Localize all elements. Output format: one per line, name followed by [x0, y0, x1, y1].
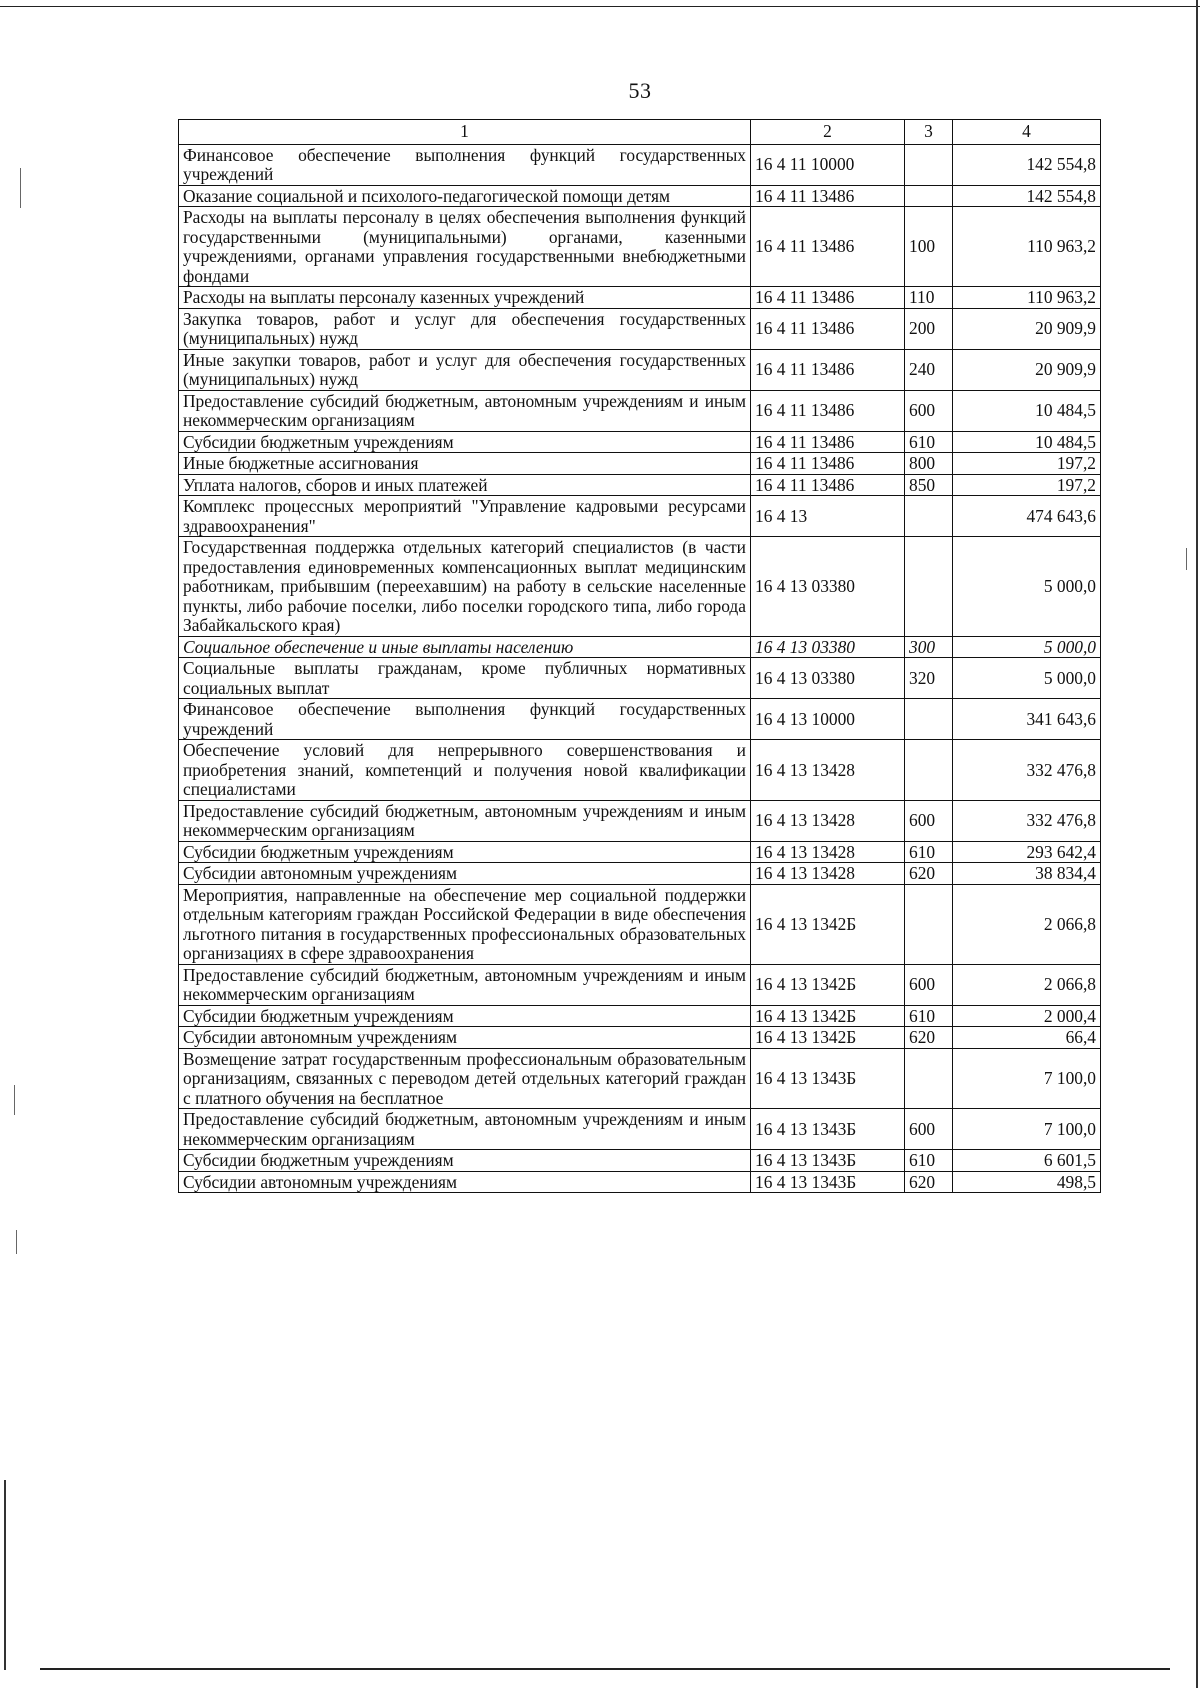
amount-cell: 66,4 [953, 1027, 1101, 1049]
amount-cell: 5 000,0 [953, 636, 1101, 658]
amount-cell: 197,2 [953, 453, 1101, 475]
target-code-cell: 16 4 13 1342Б [751, 884, 905, 964]
scan-edge-top [0, 6, 1200, 7]
expense-name-cell: Возмещение затрат государственным профессиональным образовательным организациям, связанных с переводом детей отдельных категорий граждан с платного обучения на бесплатное [179, 1048, 751, 1109]
table-row [179, 537, 1101, 637]
expense-type-cell: 850 [905, 474, 953, 496]
expense-type-cell [905, 144, 953, 185]
target-code-cell: 16 4 13 [751, 496, 905, 537]
amount-cell: 142 554,8 [953, 185, 1101, 207]
amount-cell: 110 963,2 [953, 287, 1101, 309]
header-row [179, 120, 1101, 145]
expense-type-cell: 600 [905, 390, 953, 431]
table-row [179, 699, 1101, 740]
expense-name-cell: Финансовое обеспечение выполнения функций государственных учреждений [179, 699, 751, 740]
expense-type-cell [905, 884, 953, 964]
target-code-cell: 16 4 11 13486 [751, 390, 905, 431]
amount-cell: 10 484,5 [953, 431, 1101, 453]
target-code-cell: 16 4 13 03380 [751, 636, 905, 658]
table-row [179, 658, 1101, 699]
target-code-cell: 16 4 13 1342Б [751, 964, 905, 1005]
expense-name-cell: Субсидии автономным учреждениям [179, 863, 751, 885]
budget-table-body [179, 120, 1101, 1193]
scan-mark [16, 1230, 17, 1254]
column-header: 2 [751, 120, 905, 145]
target-code-cell: 16 4 13 13428 [751, 740, 905, 801]
table-row [179, 1048, 1101, 1109]
expense-name-cell: Субсидии автономным учреждениям [179, 1027, 751, 1049]
expense-type-cell: 100 [905, 207, 953, 287]
target-code-cell: 16 4 13 1342Б [751, 1027, 905, 1049]
target-code-cell: 16 4 13 03380 [751, 537, 905, 637]
expense-name-cell: Субсидии бюджетным учреждениям [179, 1005, 751, 1027]
expense-name-cell: Иные бюджетные ассигнования [179, 453, 751, 475]
expense-name-cell: Субсидии бюджетным учреждениям [179, 841, 751, 863]
table-row [179, 964, 1101, 1005]
expense-name-cell: Предоставление субсидий бюджетным, автономным учреждениям и иным некоммерческим организациям [179, 964, 751, 1005]
amount-cell: 2 066,8 [953, 964, 1101, 1005]
expense-type-cell: 110 [905, 287, 953, 309]
amount-cell: 7 100,0 [953, 1048, 1101, 1109]
expense-name-cell: Субсидии автономным учреждениям [179, 1171, 751, 1193]
target-code-cell: 16 4 13 1343Б [751, 1150, 905, 1172]
amount-cell: 6 601,5 [953, 1150, 1101, 1172]
table-row [179, 349, 1101, 390]
expense-type-cell: 300 [905, 636, 953, 658]
column-header: 4 [953, 120, 1101, 145]
expense-name-cell: Предоставление субсидий бюджетным, автономным учреждениям и иным некоммерческим организациям [179, 390, 751, 431]
amount-cell: 110 963,2 [953, 207, 1101, 287]
scan-mark [14, 1085, 15, 1115]
amount-cell: 332 476,8 [953, 800, 1101, 841]
amount-cell: 10 484,5 [953, 390, 1101, 431]
amount-cell: 2 066,8 [953, 884, 1101, 964]
amount-cell: 341 643,6 [953, 699, 1101, 740]
expense-name-cell: Предоставление субсидий бюджетным, автономным учреждениям и иным некоммерческим организациям [179, 800, 751, 841]
amount-cell: 7 100,0 [953, 1109, 1101, 1150]
target-code-cell: 16 4 11 13486 [751, 287, 905, 309]
target-code-cell: 16 4 11 10000 [751, 144, 905, 185]
table-row [179, 308, 1101, 349]
expense-type-cell: 620 [905, 1027, 953, 1049]
table-row [179, 884, 1101, 964]
expense-name-cell: Расходы на выплаты персоналу в целях обеспечения выполнения функций государственными (муниципальными) органами, казенными учреждениями, органами управления государственными внебюджетными фондами [179, 207, 751, 287]
expense-name-cell: Обеспечение условий для непрерывного совершенствования и приобретения знаний, компетенций и получения новой квалификации специалистами [179, 740, 751, 801]
target-code-cell: 16 4 11 13486 [751, 474, 905, 496]
expense-type-cell [905, 740, 953, 801]
expense-name-cell: Уплата налогов, сборов и иных платежей [179, 474, 751, 496]
scan-edge-bottom [40, 1668, 1170, 1670]
target-code-cell: 16 4 11 13486 [751, 349, 905, 390]
expense-type-cell: 320 [905, 658, 953, 699]
table-row [179, 1109, 1101, 1150]
table-row [179, 453, 1101, 475]
table-row [179, 1150, 1101, 1172]
table-row [179, 431, 1101, 453]
scan-mark [20, 168, 21, 208]
expense-name-cell: Предоставление субсидий бюджетным, автономным учреждениям и иным некоммерческим организациям [179, 1109, 751, 1150]
table-row [179, 185, 1101, 207]
scan-mark [1186, 548, 1187, 570]
table-row [179, 1171, 1101, 1193]
expense-name-cell: Закупка товаров, работ и услуг для обеспечения государственных (муниципальных) нужд [179, 308, 751, 349]
target-code-cell: 16 4 11 13486 [751, 453, 905, 475]
amount-cell: 142 554,8 [953, 144, 1101, 185]
table-row [179, 474, 1101, 496]
page-number: 53 [628, 78, 652, 103]
table-row [179, 1005, 1101, 1027]
target-code-cell: 16 4 13 13428 [751, 841, 905, 863]
expense-type-cell: 600 [905, 800, 953, 841]
target-code-cell: 16 4 13 10000 [751, 699, 905, 740]
table-row [179, 144, 1101, 185]
amount-cell: 2 000,4 [953, 1005, 1101, 1027]
expense-name-cell: Расходы на выплаты персоналу казенных учреждений [179, 287, 751, 309]
target-code-cell: 16 4 13 1343Б [751, 1109, 905, 1150]
target-code-cell: 16 4 13 13428 [751, 800, 905, 841]
target-code-cell: 16 4 11 13486 [751, 431, 905, 453]
expense-type-cell: 610 [905, 1005, 953, 1027]
expense-name-cell: Иные закупки товаров, работ и услуг для обеспечения государственных (муниципальных) нужд [179, 349, 751, 390]
table-row [179, 800, 1101, 841]
expense-name-cell: Оказание социальной и психолого-педагогической помощи детям [179, 185, 751, 207]
expense-type-cell: 600 [905, 964, 953, 1005]
scan-edge-right [1196, 0, 1198, 1688]
table-row [179, 496, 1101, 537]
column-header: 3 [905, 120, 953, 145]
expense-name-cell: Социальные выплаты гражданам, кроме публичных нормативных социальных выплат [179, 658, 751, 699]
expense-name-cell: Субсидии бюджетным учреждениям [179, 1150, 751, 1172]
table-row [179, 863, 1101, 885]
amount-cell: 498,5 [953, 1171, 1101, 1193]
amount-cell: 38 834,4 [953, 863, 1101, 885]
expense-name-cell: Субсидии бюджетным учреждениям [179, 431, 751, 453]
budget-table [178, 119, 1101, 1193]
expense-type-cell [905, 537, 953, 637]
expense-type-cell: 800 [905, 453, 953, 475]
expense-name-cell: Мероприятия, направленные на обеспечение мер социальной поддержки отдельным категориям граждан Российской Федерации в виде обеспечения льготного питания в государственных профессиональных образовательных организациях в сфере здравоохранения [179, 884, 751, 964]
column-header: 1 [179, 120, 751, 145]
table-row [179, 207, 1101, 287]
table-row [179, 390, 1101, 431]
target-code-cell: 16 4 13 1343Б [751, 1171, 905, 1193]
table-row [179, 636, 1101, 658]
target-code-cell: 16 4 13 03380 [751, 658, 905, 699]
table-row [179, 841, 1101, 863]
expense-type-cell: 600 [905, 1109, 953, 1150]
amount-cell: 5 000,0 [953, 658, 1101, 699]
expense-type-cell [905, 699, 953, 740]
target-code-cell: 16 4 11 13486 [751, 308, 905, 349]
scan-edge-left [4, 1480, 6, 1670]
expense-type-cell: 620 [905, 863, 953, 885]
amount-cell: 197,2 [953, 474, 1101, 496]
target-code-cell: 16 4 13 1342Б [751, 1005, 905, 1027]
expense-name-cell: Социальное обеспечение и иные выплаты населению [179, 636, 751, 658]
target-code-cell: 16 4 13 1343Б [751, 1048, 905, 1109]
expense-type-cell: 240 [905, 349, 953, 390]
amount-cell: 20 909,9 [953, 308, 1101, 349]
expense-type-cell [905, 1048, 953, 1109]
amount-cell: 5 000,0 [953, 537, 1101, 637]
table-row [179, 1027, 1101, 1049]
expense-type-cell [905, 496, 953, 537]
expense-type-cell: 610 [905, 841, 953, 863]
target-code-cell: 16 4 11 13486 [751, 207, 905, 287]
target-code-cell: 16 4 11 13486 [751, 185, 905, 207]
expense-type-cell: 610 [905, 1150, 953, 1172]
expense-type-cell: 620 [905, 1171, 953, 1193]
expense-name-cell: Комплекс процессных мероприятий "Управление кадровыми ресурсами здравоохранения" [179, 496, 751, 537]
amount-cell: 20 909,9 [953, 349, 1101, 390]
amount-cell: 293 642,4 [953, 841, 1101, 863]
table-row [179, 287, 1101, 309]
expense-name-cell: Финансовое обеспечение выполнения функций государственных учреждений [179, 144, 751, 185]
table-row [179, 740, 1101, 801]
expense-type-cell [905, 185, 953, 207]
target-code-cell: 16 4 13 13428 [751, 863, 905, 885]
amount-cell: 474 643,6 [953, 496, 1101, 537]
expense-type-cell: 610 [905, 431, 953, 453]
amount-cell: 332 476,8 [953, 740, 1101, 801]
expense-name-cell: Государственная поддержка отдельных категорий специалистов (в части предоставления единовременных компенсационных выплат медицинским работникам, прибывшим (переехавшим) на работу в сельские населенные пункты, либо рабочие поселки, либо поселки городского типа, либо города Забайкальского края) [179, 537, 751, 637]
expense-type-cell: 200 [905, 308, 953, 349]
